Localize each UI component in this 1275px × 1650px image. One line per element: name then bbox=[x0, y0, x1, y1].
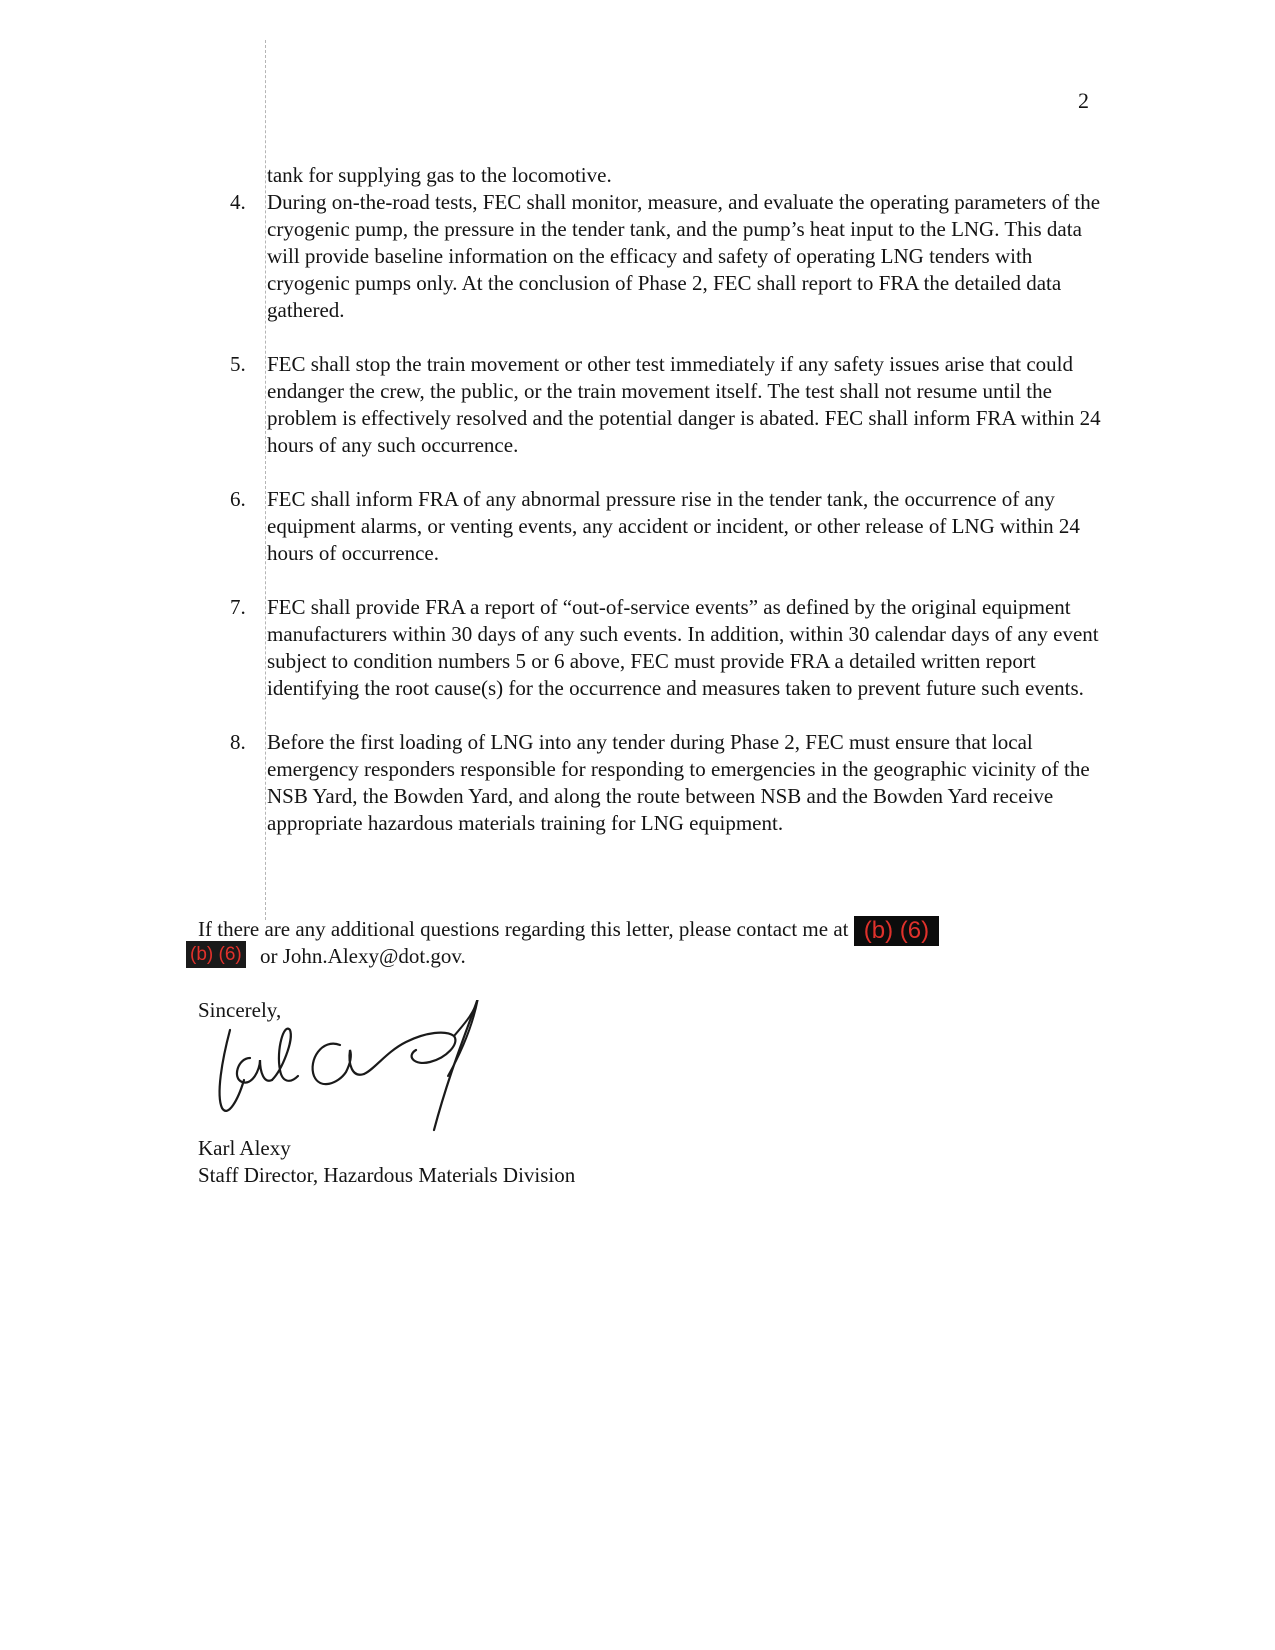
condition-number: 8. bbox=[230, 730, 246, 754]
redaction-box: (b) (6) bbox=[854, 916, 939, 946]
condition-number: 6. bbox=[230, 487, 246, 511]
signer-title: Staff Director, Hazardous Materials Division bbox=[198, 1163, 576, 1187]
closing-paragraph bbox=[198, 916, 1098, 946]
condition-number: 7. bbox=[230, 595, 246, 619]
condition-number: 5. bbox=[230, 352, 246, 376]
condition-text: FEC shall inform FRA of any abnormal pressure rise in the tender tank, the occurrence of any equipment alarms, or venting events, any accident or incident, or other release of LNG within 24 hours of occurrence. bbox=[267, 487, 1080, 565]
redaction-box: (b) (6) bbox=[186, 941, 246, 968]
conditions-list bbox=[230, 189, 1110, 864]
condition-item bbox=[230, 486, 1110, 567]
condition-item bbox=[230, 189, 1110, 324]
condition-item bbox=[230, 729, 1110, 837]
condition-item bbox=[230, 594, 1110, 702]
condition-text: FEC shall stop the train movement or other test immediately if any safety issues arise that could endanger the crew, the public, or the train movement itself. The test shall not resume until the problem is effectively resolved and the potential danger is abated. FEC shall inform FRA within 24 hours of any such occurrence. bbox=[267, 352, 1101, 457]
continuation-text: tank for supplying gas to the locomotive. bbox=[267, 163, 612, 187]
page-number: 2 bbox=[1078, 88, 1089, 113]
salutation: Sincerely, bbox=[198, 998, 282, 1022]
condition-item bbox=[230, 351, 1110, 459]
closing-text: If there are any additional questions regarding this letter, please contact me at bbox=[198, 917, 849, 941]
condition-text: Before the first loading of LNG into any tender during Phase 2, FEC must ensure that local emergency responders responsible for responding to emergencies in the geographic vicinity of the NSB Yard, the Bowden Yard, and along the route between NSB and the Bowden Yard receive appropriate hazardous materials training for LNG equipment. bbox=[267, 730, 1090, 835]
contact-email-line: or John.Alexy@dot.gov. bbox=[260, 944, 466, 968]
condition-number: 4. bbox=[230, 190, 246, 214]
condition-text: FEC shall provide FRA a report of “out-of-service events” as defined by the original equipment manufacturers within 30 days of any such events. In addition, within 30 calendar days of any event subject to condition numbers 5 or 6 above, FEC must provide FRA a detailed written report identifying the root cause(s) for the occurrence and measures taken to prevent future such events. bbox=[267, 595, 1099, 700]
condition-text: During on-the-road tests, FEC shall monitor, measure, and evaluate the operating parameters of the cryogenic pump, the pressure in the tender tank, and the pump’s heat input to the LNG. This data will provide baseline information on the efficacy and safety of operating LNG tenders with cryogenic pumps only. At the conclusion of Phase 2, FEC shall report to FRA the detailed data gathered. bbox=[267, 190, 1101, 322]
signer-name: Karl Alexy bbox=[198, 1136, 291, 1160]
signature-icon bbox=[210, 1000, 510, 1135]
